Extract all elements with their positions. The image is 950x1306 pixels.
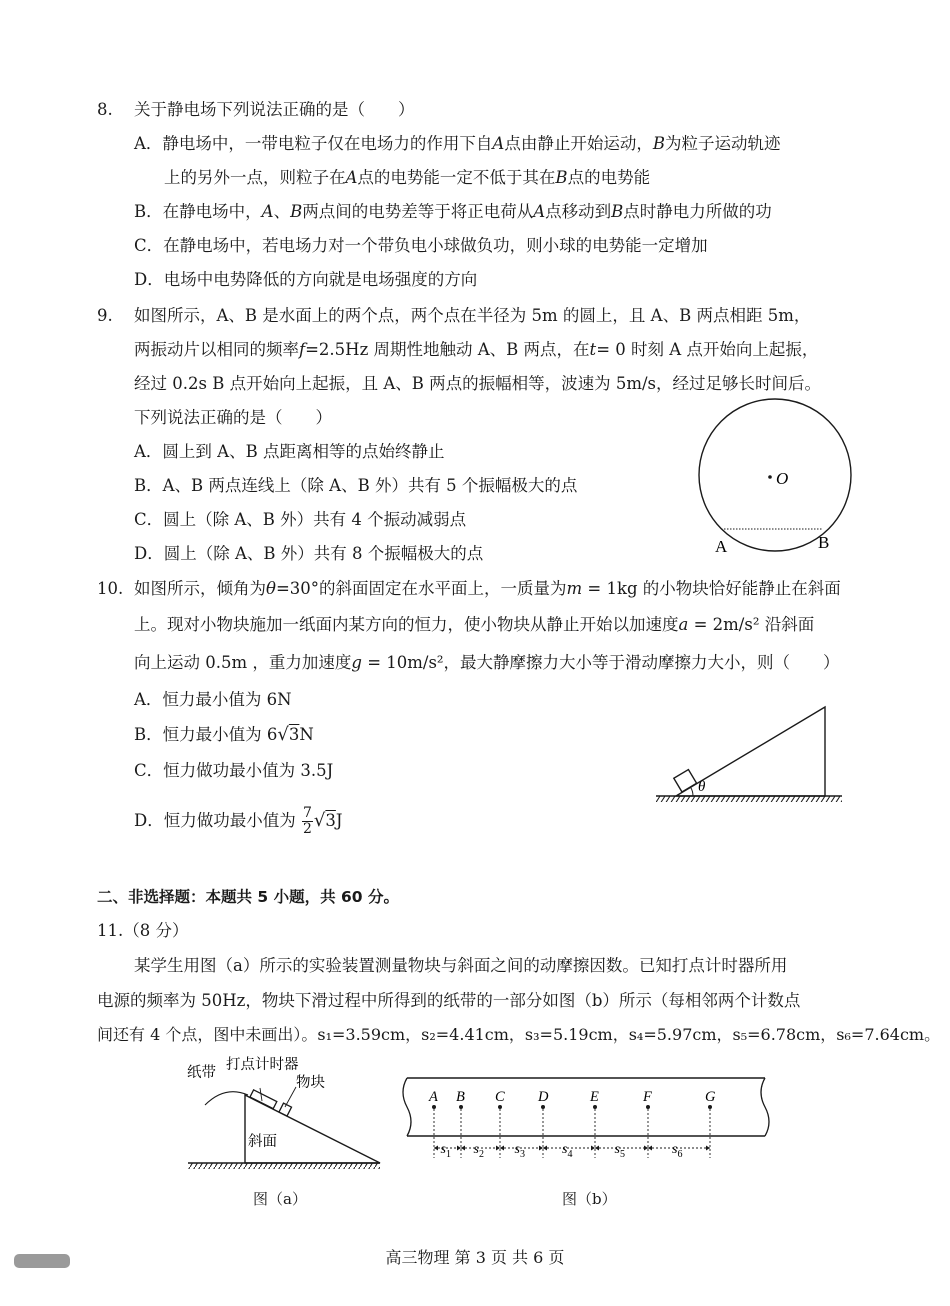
q9-option-d: D．圆上（除 A、B 外）共有 8 个振幅极大的点 xyxy=(134,544,484,563)
q10-option-c: C．恒力做功最小值为 3.5J xyxy=(134,761,334,780)
q10-line2 xyxy=(134,614,814,636)
q8-a-text5: 点的电势能一定不低于其在 xyxy=(357,168,556,187)
q8-a-var-a: A xyxy=(492,134,505,153)
q8-a-text1: A．静电场中，一带电粒子仅在电场力的作用下自 xyxy=(134,134,493,153)
q9-center-dot xyxy=(768,475,772,479)
fig-b-arrowhead-3-1 xyxy=(539,1146,543,1151)
q8-option-a-line1 xyxy=(134,133,780,155)
q8-b-var-b: B xyxy=(290,202,303,221)
fig-b-dot-c xyxy=(498,1105,502,1109)
q10-var-g: g xyxy=(351,653,362,672)
fig-b-span-label-6: $s_6$ xyxy=(672,1142,683,1160)
q10-l1-text2: =30°的斜面固定在水平面上，一质量为 xyxy=(275,579,567,598)
q9-line4: 下列说法正确的是（ ） xyxy=(134,408,332,427)
fig-a-caption: 图（a） xyxy=(253,1190,307,1208)
fig-b-arrowhead-1-0 xyxy=(434,1146,438,1151)
q9-line2 xyxy=(134,339,818,361)
q8-a-var-b2: B xyxy=(555,168,568,187)
fig-b-arrowhead-3-0 xyxy=(500,1146,504,1151)
fig-a-timer xyxy=(250,1090,277,1109)
q10-incline-figure xyxy=(650,700,850,810)
fig-b-span-sub-3: 3 xyxy=(519,1149,525,1160)
q8-option-b xyxy=(134,201,772,223)
q11-number: 11.（8 分） xyxy=(97,921,189,940)
fig-b-span-label-3: $s_3$ xyxy=(514,1142,525,1160)
fig-a-block-leader xyxy=(285,1087,296,1107)
q10-b-unit: N xyxy=(299,725,314,744)
fig-b-span-label-1: $s_1$ xyxy=(440,1142,451,1160)
fig-a-timer-label: 打点计时器 xyxy=(226,1057,299,1073)
fig-b-arrowhead-4-1 xyxy=(591,1146,595,1151)
q10-d-text1: D．恒力做功最小值为 xyxy=(134,811,296,830)
q11-para-line1: 某学生用图（a）所示的实验装置测量物块与斜面之间的动摩擦因数。已知打点计时器所用 xyxy=(134,956,788,975)
fig-b-dot-g xyxy=(708,1105,712,1109)
q8-a-text6: 点的电势能 xyxy=(567,168,651,187)
fig-b-point-label-g: G xyxy=(705,1089,716,1105)
fig-b-dot-a xyxy=(432,1105,436,1109)
fig-b-span-sub-4: 4 xyxy=(567,1149,573,1160)
fig-b-span-sub-1: 1 xyxy=(445,1149,451,1160)
q10-angle-label: θ xyxy=(698,779,706,795)
q10-d-fraction xyxy=(302,806,313,837)
q11-figure-b xyxy=(395,1070,780,1170)
fig-b-span-sub-5: 5 xyxy=(619,1149,625,1160)
q10-b-radicand: 3 xyxy=(288,725,300,744)
sqrt-sign-icon: √ xyxy=(277,724,289,745)
q10-d-radicand: 3 xyxy=(325,811,336,830)
q9-line1: 如图所示，A、B 是水面上的两个点，两个点在半径为 5m 的圆上，且 A、B 两点相距 5m， xyxy=(134,306,811,325)
q10-ground-hatch xyxy=(656,796,842,802)
q10-line1 xyxy=(134,578,841,600)
q10-angle-arc xyxy=(691,787,693,796)
sqrt-sign-icon: √ xyxy=(313,810,326,831)
q8-b-var-a2: A xyxy=(533,202,546,221)
q9-line3: 经过 0.2s B 点开始向上起振，且 A、B 两点的振幅相等，波速为 5m/s，经过足够长时间后。 xyxy=(134,374,822,393)
q8-b-var-a: A xyxy=(261,202,274,221)
fig-b-arrowhead-1-1 xyxy=(457,1146,461,1151)
q10-l1-text3: = 1kg 的小物块恰好能静止在斜面 xyxy=(582,579,841,598)
fig-b-span-label-4: $s_4$ xyxy=(562,1142,573,1160)
fig-a-block xyxy=(279,1103,292,1116)
fig-b-arrowhead-2-1 xyxy=(496,1146,500,1151)
q10-number: 10. xyxy=(97,579,124,598)
fig-b-tape-right-edge xyxy=(761,1078,769,1136)
q10-d-unit: J xyxy=(335,811,343,830)
fig-b-point-label-f: F xyxy=(643,1089,652,1105)
fig-b-span-sub-2: 2 xyxy=(478,1149,484,1160)
q8-b-text2: 、 xyxy=(273,202,291,221)
q8-b-text1: B．在静电场中， xyxy=(134,202,262,221)
q11-para-line2: 电源的频率为 50Hz，物块下滑过程中所得到的纸带的一部分如图（b）所示（每相邻两个计数点 xyxy=(97,991,801,1010)
fig-b-arrowhead-2-0 xyxy=(461,1146,465,1151)
q11-para-line3: 间还有 4 个点，图中未画出）。s₁=3.59cm，s₂=4.41cm，s₃=5.19cm，s₄=5.97cm，s₅=6.78cm，s₆=7.64cm。 xyxy=(97,1025,941,1044)
q9-point-a-label: A xyxy=(715,537,728,556)
fig-b-dot-b xyxy=(459,1105,463,1109)
fig-b-marks xyxy=(428,1089,716,1160)
q9-var-t: t xyxy=(589,340,597,359)
q8-option-d: D．电场中电势降低的方向就是电场强度的方向 xyxy=(134,270,478,289)
q10-l2-text2: = 2m/s² 沿斜面 xyxy=(688,615,815,634)
q8-b-text4: 点移动到 xyxy=(545,202,612,221)
q10-option-b xyxy=(134,724,314,746)
fig-b-point-label-d: D xyxy=(538,1089,549,1105)
q8-b-text5: 点时静电力所做的功 xyxy=(623,202,772,221)
q10-var-a: a xyxy=(678,615,689,634)
q9-l2-text2: =2.5Hz 周期性地触动 A、B 两点，在 xyxy=(305,340,590,359)
q9-option-c: C．圆上（除 A、B 外）共有 4 个振动减弱点 xyxy=(134,510,467,529)
q10-d-denominator: 2 xyxy=(302,821,312,837)
fig-b-span-label-5: $s_5$ xyxy=(614,1142,625,1160)
fig-b-point-label-e: E xyxy=(590,1089,599,1105)
q8-stem: 关于静电场下列说法正确的是（ ） xyxy=(134,100,415,119)
q9-circle xyxy=(699,399,851,551)
q8-a-text2: 点由静止开始运动， xyxy=(504,134,653,153)
q9-option-a: A．圆上到 A、B 点距离相等的点始终静止 xyxy=(134,442,445,461)
q9-option-b: B．A、B 两点连线上（除 A、B 外）共有 5 个振幅极大的点 xyxy=(134,476,578,495)
q8-a-text3: 为粒子运动轨迹 xyxy=(664,134,781,153)
page-footer: 高三物理 第 3 页 共 6 页 xyxy=(385,1248,565,1267)
q10-line3 xyxy=(134,652,840,674)
q9-l2-text1: 两振动片以相同的频率 xyxy=(134,340,299,359)
fig-b-tape-left-edge xyxy=(403,1078,411,1136)
fig-b-dot-e xyxy=(593,1105,597,1109)
section2-title: 二、非选择题：本题共 5 小题，共 60 分。 xyxy=(97,888,399,906)
q10-var-theta: θ xyxy=(266,579,276,598)
q9-l2-text3: = 0 时刻 A 点开始向上起振， xyxy=(596,340,819,359)
q9-point-b-label: B xyxy=(818,533,830,552)
fig-a-ground-hatch xyxy=(188,1163,380,1169)
fig-a-incline-label: 斜面 xyxy=(248,1134,277,1150)
q8-a-var-a2: A xyxy=(345,168,358,187)
q8-a-text4: 上的另外一点，则粒子在 xyxy=(164,168,346,187)
fig-b-caption: 图（b） xyxy=(562,1190,617,1208)
q8-b-var-b2: B xyxy=(611,202,624,221)
q10-var-m: m xyxy=(566,579,583,598)
q10-l1-text1: 如图所示，倾角为 xyxy=(134,579,266,598)
q9-var-f: f xyxy=(299,340,306,359)
fig-a-tape xyxy=(205,1092,248,1105)
q10-l2-text1: 上。现对小物块施加一纸面内某方向的恒力，使小物块从静止开始以加速度 xyxy=(134,615,679,634)
fig-a-tape-label: 纸带 xyxy=(187,1065,216,1081)
fig-b-arrowhead-6-0 xyxy=(648,1146,652,1151)
q8-number: 8. xyxy=(97,100,113,119)
q10-option-d xyxy=(134,806,343,837)
q10-b-text1: B．恒力最小值为 6 xyxy=(134,725,278,744)
q9-circle-figure xyxy=(690,398,870,563)
fig-b-arrowhead-5-0 xyxy=(595,1146,599,1151)
fig-b-arrowhead-4-0 xyxy=(543,1146,547,1151)
fig-b-span-label-2: $s_2$ xyxy=(473,1142,484,1160)
fig-b-dot-d xyxy=(541,1105,545,1109)
q8-b-text3: 两点间的电势差等于将正电荷从 xyxy=(302,202,534,221)
q8-option-a-line2 xyxy=(164,167,650,189)
q10-l3-text1: 向上运动 0.5m ，重力加速度 xyxy=(134,653,352,672)
fig-a-block-label: 物块 xyxy=(296,1075,325,1091)
q10-d-numerator: 7 xyxy=(302,805,312,821)
fig-b-point-label-a: A xyxy=(429,1089,438,1105)
fig-b-point-label-b: B xyxy=(456,1089,465,1105)
fig-b-point-label-c: C xyxy=(495,1089,505,1105)
fig-b-span-sub-6: 6 xyxy=(677,1149,683,1160)
q10-block xyxy=(674,770,697,792)
q8-option-c: C．在静电场中，若电场力对一个带负电小球做负功，则小球的电势能一定增加 xyxy=(134,236,708,255)
q8-a-var-b: B xyxy=(652,134,665,153)
fig-b-arrowhead-6-1 xyxy=(706,1146,710,1151)
q9-number: 9. xyxy=(97,306,113,325)
q10-option-a: A．恒力最小值为 6N xyxy=(134,690,292,709)
fig-b-dot-f xyxy=(646,1105,650,1109)
fig-b-arrowhead-5-1 xyxy=(644,1146,648,1151)
q9-center-label: O xyxy=(776,469,789,488)
q10-l3-text2: = 10m/s²，最大静摩擦力大小等于滑动摩擦力大小，则（ ） xyxy=(361,653,840,672)
